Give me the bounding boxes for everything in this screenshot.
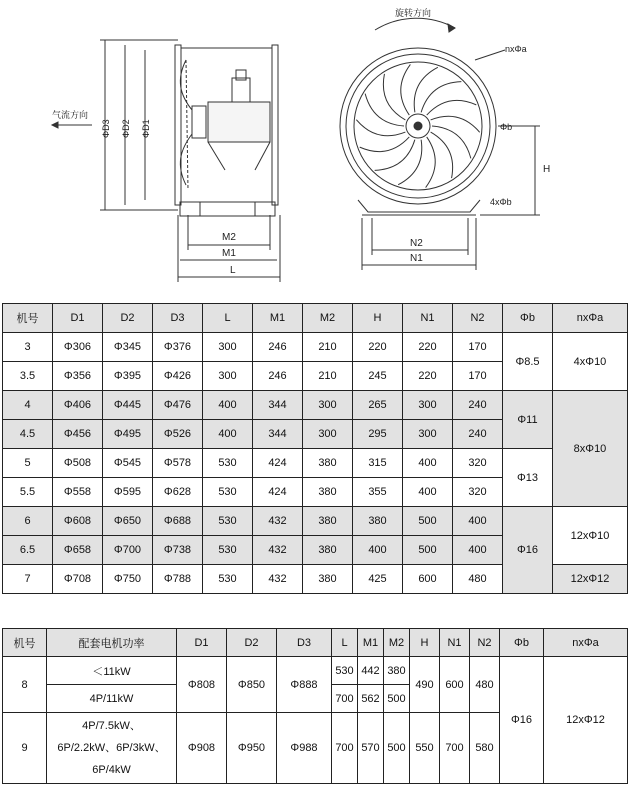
table-cell: 246 <box>253 333 303 362</box>
table-cell: Φ650 <box>103 507 153 536</box>
header-cell: M2 <box>384 629 410 657</box>
table-cell: 530 <box>203 565 253 594</box>
header-cell: L <box>203 304 253 333</box>
table-cell: 380 <box>303 565 353 594</box>
table-cell: Φ508 <box>53 449 103 478</box>
cell-power: ＜11kW <box>47 657 177 685</box>
cell-m1: 562 <box>358 685 384 713</box>
table-row <box>3 449 628 478</box>
impeller-blade <box>398 140 422 185</box>
table-cell: 220 <box>403 362 453 391</box>
table-cell: 265 <box>353 391 403 420</box>
header-cell: D1 <box>177 629 227 657</box>
dim-h-label: H <box>543 164 551 175</box>
cell-a-group: 12xΦ12 <box>553 565 628 594</box>
header-cell: M1 <box>253 304 303 333</box>
impeller-blade <box>375 140 415 171</box>
table-cell: 432 <box>253 507 303 536</box>
table-cell: 295 <box>353 420 403 449</box>
table-cell: 7 <box>3 565 53 594</box>
table-cell: 320 <box>453 449 503 478</box>
impeller-blade <box>360 137 410 152</box>
table-cell: 246 <box>253 362 303 391</box>
impeller-blade <box>432 126 471 158</box>
cell-d2: Φ850 <box>227 657 277 713</box>
table-cell: 432 <box>253 565 303 594</box>
airflow-direction-label: 气流方向 <box>52 110 89 120</box>
dim-m2-label: M2 <box>222 232 236 243</box>
table-cell: 320 <box>453 478 503 507</box>
header-cell: 机号 <box>3 629 47 657</box>
table-cell: 210 <box>303 333 353 362</box>
cell-m1: 570 <box>358 713 384 784</box>
table-cell: 400 <box>453 536 503 565</box>
cell-power: 4P/11kW <box>47 685 177 713</box>
table-cell: 220 <box>353 333 403 362</box>
header-cell: D3 <box>153 304 203 333</box>
table-cell: 530 <box>203 536 253 565</box>
table-cell: 5.5 <box>3 478 53 507</box>
cell-d1: Φ908 <box>177 713 227 784</box>
header-cell: Φb <box>500 629 544 657</box>
table-cell: 400 <box>403 478 453 507</box>
table-cell: Φ495 <box>103 420 153 449</box>
header-cell: D2 <box>103 304 153 333</box>
foot-hole-label: 4xΦb <box>490 197 512 207</box>
table-cell: 500 <box>403 507 453 536</box>
table-cell: Φ688 <box>153 507 203 536</box>
table-cell: Φ426 <box>153 362 203 391</box>
cell-b-group: Φ11 <box>503 391 553 449</box>
impeller-blade <box>421 82 461 113</box>
cell-b-group: Φ8.5 <box>503 333 553 391</box>
side-view <box>52 40 280 282</box>
table-cell: Φ788 <box>153 565 203 594</box>
dim-n2-label: N2 <box>410 238 423 249</box>
cell-n2: 580 <box>470 713 500 784</box>
impeller-blade <box>426 137 436 188</box>
table-cell: 3.5 <box>3 362 53 391</box>
table-cell: Φ628 <box>153 478 203 507</box>
cell-h: 550 <box>410 713 440 784</box>
table-row <box>3 333 628 362</box>
table-cell: 400 <box>453 507 503 536</box>
table-cell: 170 <box>453 333 503 362</box>
table-cell: Φ356 <box>53 362 103 391</box>
cell-l: 700 <box>332 685 358 713</box>
header-cell: N1 <box>440 629 470 657</box>
cell-h: 490 <box>410 657 440 713</box>
dim-d3-label: ΦD3 <box>101 119 111 138</box>
cell-no: 8 <box>3 657 47 713</box>
table-cell: Φ376 <box>153 333 203 362</box>
table-cell: 344 <box>253 420 303 449</box>
dim-d2-label: ΦD2 <box>121 119 131 138</box>
table-cell: 432 <box>253 536 303 565</box>
cell-m1: 442 <box>358 657 384 685</box>
header-cell: nxΦa <box>553 304 628 333</box>
table-cell: 170 <box>453 362 503 391</box>
cell-a-group: 8xΦ10 <box>553 391 628 507</box>
table-cell: Φ456 <box>53 420 103 449</box>
spec-table-small <box>2 303 628 594</box>
impeller-blade <box>431 116 480 132</box>
header-cell: N2 <box>453 304 503 333</box>
impeller-blade <box>427 100 477 115</box>
table-cell: 355 <box>353 478 403 507</box>
cell-d2: Φ950 <box>227 713 277 784</box>
cell-a-group: 4xΦ10 <box>553 333 628 391</box>
table-cell: 240 <box>453 420 503 449</box>
cell-n1: 600 <box>440 657 470 713</box>
table-cell: 380 <box>303 478 353 507</box>
table-cell: Φ345 <box>103 333 153 362</box>
table-cell: 344 <box>253 391 303 420</box>
fan-technical-drawing <box>0 0 629 290</box>
impeller-blade <box>356 120 405 136</box>
header-cell: D2 <box>227 629 277 657</box>
table-cell: 4 <box>3 391 53 420</box>
table-cell: 380 <box>303 449 353 478</box>
impeller-blade <box>365 94 404 126</box>
table-cell: Φ406 <box>53 391 103 420</box>
header-cell: H <box>353 304 403 333</box>
cell-b-group: Φ16 <box>503 507 553 594</box>
table-cell: Φ595 <box>103 478 153 507</box>
header-cell: 配套电机功率 <box>47 629 177 657</box>
table-header-row <box>3 304 628 333</box>
table-cell: Φ445 <box>103 391 153 420</box>
table-header-row <box>3 629 628 657</box>
table-cell: 400 <box>403 449 453 478</box>
cell-b: Φ16 <box>500 657 544 784</box>
cell-power-multiline <box>47 713 177 784</box>
header-cell: D3 <box>277 629 332 657</box>
table-cell: 400 <box>353 536 403 565</box>
cell-m2: 380 <box>384 657 410 685</box>
table-cell: 480 <box>453 565 503 594</box>
header-cell: H <box>410 629 440 657</box>
cell-m2: 500 <box>384 713 410 784</box>
cell-d3: Φ988 <box>277 713 332 784</box>
table-cell: 380 <box>303 536 353 565</box>
table-row <box>3 507 628 536</box>
table-cell: 300 <box>403 420 453 449</box>
table-cell: 300 <box>203 333 253 362</box>
table-cell: Φ608 <box>53 507 103 536</box>
cell-b-group: Φ13 <box>503 449 553 507</box>
table-cell: 424 <box>253 478 303 507</box>
table-cell: Φ700 <box>103 536 153 565</box>
table-cell: 3 <box>3 333 53 362</box>
table-cell: 300 <box>303 391 353 420</box>
table-cell: Φ545 <box>103 449 153 478</box>
table-cell: 210 <box>303 362 353 391</box>
table-cell: 530 <box>203 449 253 478</box>
table-cell: Φ578 <box>153 449 203 478</box>
table-cell: 245 <box>353 362 403 391</box>
table-cell: Φ738 <box>153 536 203 565</box>
table-cell: 315 <box>353 449 403 478</box>
table-cell: 220 <box>403 333 453 362</box>
cell-d3: Φ888 <box>277 657 332 713</box>
table-cell: 300 <box>203 362 253 391</box>
header-cell: D1 <box>53 304 103 333</box>
table-cell: 600 <box>403 565 453 594</box>
table-cell: 4.5 <box>3 420 53 449</box>
power-line: 6P/2.2kW、6P/3kW、 <box>57 742 166 754</box>
dim-d1-label: ΦD1 <box>141 119 151 138</box>
table-cell: Φ476 <box>153 391 203 420</box>
header-cell: M1 <box>358 629 384 657</box>
table-row <box>3 391 628 420</box>
table-cell: 424 <box>253 449 303 478</box>
cell-n2: 480 <box>470 657 500 713</box>
table-cell: 300 <box>403 391 453 420</box>
table-cell: 300 <box>303 420 353 449</box>
header-cell: Φb <box>503 304 553 333</box>
header-cell: nxΦa <box>544 629 628 657</box>
power-line: 4P/7.5kW、 <box>82 720 141 732</box>
table-cell: 425 <box>353 565 403 594</box>
cell-m2: 500 <box>384 685 410 713</box>
table-cell: Φ708 <box>53 565 103 594</box>
dim-b-label: Φb <box>500 122 513 132</box>
impeller-blade <box>401 64 411 115</box>
table-cell: 6.5 <box>3 536 53 565</box>
hole-spec-label: nxΦa <box>505 44 527 54</box>
header-cell: M2 <box>303 304 353 333</box>
table-cell: Φ526 <box>153 420 203 449</box>
dim-n1-label: N1 <box>410 253 423 264</box>
front-view <box>340 18 540 270</box>
header-cell: L <box>332 629 358 657</box>
table-cell: 400 <box>203 420 253 449</box>
header-cell: N2 <box>470 629 500 657</box>
header-cell: N1 <box>403 304 453 333</box>
cell-l: 700 <box>332 713 358 784</box>
table-cell: 500 <box>403 536 453 565</box>
table-cell: 6 <box>3 507 53 536</box>
cell-d1: Φ808 <box>177 657 227 713</box>
table-cell: 240 <box>453 391 503 420</box>
cell-no: 9 <box>3 713 47 784</box>
cell-a-group: 12xΦ10 <box>553 507 628 565</box>
cell-l: 530 <box>332 657 358 685</box>
dim-m1-label: M1 <box>222 248 236 259</box>
cell-a: 12xΦ12 <box>544 657 628 784</box>
dim-l-label: L <box>230 265 236 276</box>
cell-n1: 700 <box>440 713 470 784</box>
table-cell: 530 <box>203 507 253 536</box>
table-cell: Φ558 <box>53 478 103 507</box>
table-cell: 380 <box>303 507 353 536</box>
table-cell: 400 <box>203 391 253 420</box>
power-line: 6P/4kW <box>92 764 131 776</box>
table-cell: Φ306 <box>53 333 103 362</box>
header-cell: 机号 <box>3 304 53 333</box>
table-row <box>3 657 628 685</box>
table-cell: Φ395 <box>103 362 153 391</box>
table-cell: Φ750 <box>103 565 153 594</box>
table-cell: 5 <box>3 449 53 478</box>
rotation-direction-label: 旋转方向 <box>395 8 432 18</box>
table-cell: 530 <box>203 478 253 507</box>
impeller-blade <box>414 67 438 112</box>
table-cell: Φ658 <box>53 536 103 565</box>
table-cell: 380 <box>353 507 403 536</box>
spec-table-large <box>2 628 628 784</box>
